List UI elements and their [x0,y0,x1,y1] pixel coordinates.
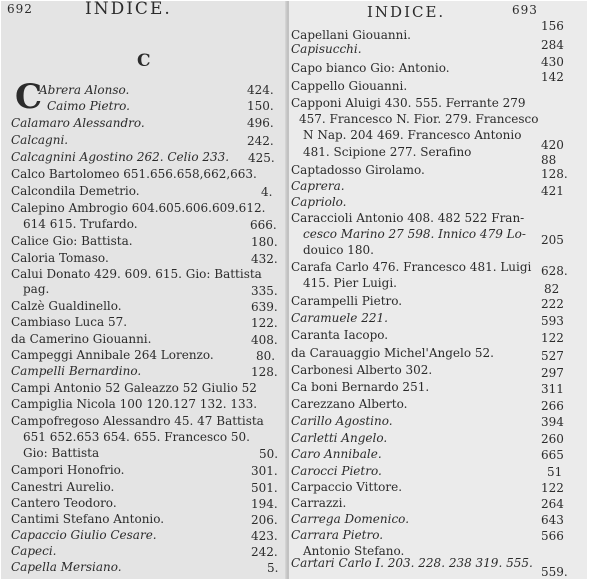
page-ref: 496. [247,116,274,130]
index-entry: Antonio Stefano. [303,544,405,558]
page-ref: 425. [248,151,275,165]
index-entry: Cantimi Stefano Antonio. [11,512,165,526]
index-entry: Carrara Pietro. [291,528,384,542]
index-entry: Caloria Tomaso. [11,251,109,265]
index-entry: Cartari Carlo I. 203. 228. 238 319. 555. [291,556,533,570]
page-ref: 122 [541,331,564,345]
page-ref: 501. [251,481,278,495]
index-entry: Caro Annibale. [291,447,382,461]
index-entry: Ca boni Bernardo 251. [291,380,430,394]
page-ref: 432. [251,252,278,266]
page-ref: 82 [544,282,560,296]
page-ref: 142 [541,70,564,84]
index-entry: 415. Pier Luigi. [303,276,397,290]
index-entry: 614 615. Trufardo. [23,217,138,231]
page-ref: 122 [541,481,564,495]
index-entry: douico 180. [303,243,374,257]
index-entry: 481. Scipione 277. Serafino [303,145,472,159]
index-entry: Canestri Aurelio. [11,480,115,494]
index-entry: Abrera Alonso. [39,83,130,97]
index-entry: Campori Honofrio. [11,463,125,477]
index-entry: Capponi Aluigi 430. 555. Ferrante 279 [291,96,526,110]
page-ref: 420 [541,138,564,152]
left-page-number: 692 [7,2,33,16]
page-ref: 242. [247,134,274,148]
index-entry: Calco Bartolomeo 651.656.658,662,663. [11,167,257,181]
index-entry: Calepino Ambrogio 604.605.606.609.612. [11,201,266,215]
drop-cap: C [15,77,43,117]
page-ref: 150. [247,99,274,113]
page-ref: 284 [541,38,564,52]
index-entry: Campiglia Nicola 100 120.127 132. 133. [11,397,258,411]
page-ref: 51 [547,465,563,479]
index-entry: Cambiaso Luca 57. [11,315,128,329]
section-letter: C [137,51,151,71]
page-ref: 421 [541,184,564,198]
index-entry: cesco Marino 27 598. Innico 479 Lo- [303,227,526,241]
index-entry: Campofregoso Alessandro 45. 47 Battista [11,414,264,428]
index-entry: Capaccio Giulio Cesare. [11,528,157,542]
index-entry: Carampelli Pietro. [291,294,403,308]
index-entry: Carrazzi. [291,496,347,510]
page-ref: 408. [251,333,278,347]
right-page-number: 693 [512,3,538,17]
page-ref: 628. [541,264,568,278]
page-ref: 4. [261,185,273,199]
page-ref: 666. [250,218,277,232]
page-ref: 266 [541,399,564,413]
index-entry: Carletti Angelo. [291,431,388,445]
right-running-header: INDICE. [367,3,446,21]
index-entry: Calamaro Alessandro. [11,116,145,130]
index-entry: Carrega Domenico. [291,512,410,526]
index-entry: Calcagnini Agostino 262. Celio 233. [11,150,230,164]
index-entry: Campi Antonio 52 Galeazzo 52 Giulio 52 [11,381,257,395]
right-page [289,1,587,579]
index-entry: Caraccioli Antonio 408. 482 522 Fran- [291,211,525,225]
page-ref: 423. [251,529,278,543]
page-ref: 80. [256,349,276,363]
index-entry: Capella Mersiano. [11,560,122,574]
index-entry: Carocci Pietro. [291,464,382,478]
page-ref: 559. [541,565,568,579]
index-entry: N Nap. 204 469. Francesco Antonio [303,128,522,142]
index-entry: Cappello Giouanni. [291,79,408,93]
index-entry: Capo bianco Gio: Antonio. [291,61,450,75]
page-ref: 643 [541,513,564,527]
page-ref: 264 [541,497,564,511]
index-entry: Campeggi Annibale 264 Lorenzo. [11,348,214,362]
page-ref: 566 [541,529,564,543]
page-ref: 205 [541,233,564,247]
page-ref: 424. [247,83,274,97]
page-ref: 301. [251,464,278,478]
left-page [1,1,289,579]
index-entry: Carbonesi Alberto 302. [291,363,433,377]
page-ref: 665 [541,448,564,462]
index-entry: Calcagni. [11,133,69,147]
page-ref: 194. [251,497,278,511]
page-ref: 50. [259,447,279,461]
scanned-book-spread [1,1,587,579]
page-ref: 593 [541,314,564,328]
index-entry: Carillo Agostino. [291,414,393,428]
index-entry: Campelli Bernardino. [11,364,142,378]
page-ref: 222 [541,297,564,311]
index-entry: Carezzano Alberto. [291,397,408,411]
index-entry: 651 652.653 654. 655. Francesco 50. [23,430,250,444]
page-ref: 430 [541,55,564,69]
index-entry: Cantero Teodoro. [11,496,117,510]
page-ref: 206. [251,513,278,527]
page-ref: 180. [251,235,278,249]
index-entry: pag. [23,282,50,296]
index-entry: Capellani Giouanni. [291,28,411,42]
page-ref: 639. [251,300,278,314]
index-entry: Calcondila Demetrio. [11,184,140,198]
page-ref: 394 [541,415,564,429]
index-entry: Calzè Gualdinello. [11,299,122,313]
page-ref: 311 [541,382,564,396]
index-entry: Capriolo. [291,195,347,209]
index-entry: Carpaccio Vittore. [291,480,403,494]
index-entry: Gio: Battista [23,446,100,460]
index-entry: Calice Gio: Battista. [11,234,133,248]
page-ref: 335. [251,284,278,298]
left-running-header: INDICE. [85,1,172,19]
index-entry: Caranta Iacopo. [291,328,389,342]
page-ref: 242. [251,545,278,559]
index-entry: Capeci. [11,544,57,558]
page-ref: 88 [541,153,557,167]
index-entry: Caramuele 221. [291,311,388,325]
index-entry: 457. Francesco N. Fior. 279. Francesco [299,112,539,126]
index-entry: Capisucchi. [291,42,362,56]
page-ref: 156 [541,19,564,33]
index-entry: Caprera. [291,179,345,193]
index-entry: Calui Donato 429. 609. 615. Gio: Battista [11,267,262,281]
index-entry: da Camerino Giouanni. [11,332,152,346]
index-entry: Caimo Pietro. [47,99,130,113]
page-ref: 128. [251,365,278,379]
page-ref: 122. [251,316,278,330]
index-entry: Captadosso Girolamo. [291,163,425,177]
page-ref: 5. [267,561,279,575]
page-ref: 297 [541,366,564,380]
index-entry: Carafa Carlo 476. Francesco 481. Luigi [291,260,532,274]
page-ref: 128. [541,167,568,181]
page-ref: 527 [541,349,564,363]
index-entry: da Carauaggio Michel'Angelo 52. [291,346,494,360]
page-ref: 260 [541,432,564,446]
